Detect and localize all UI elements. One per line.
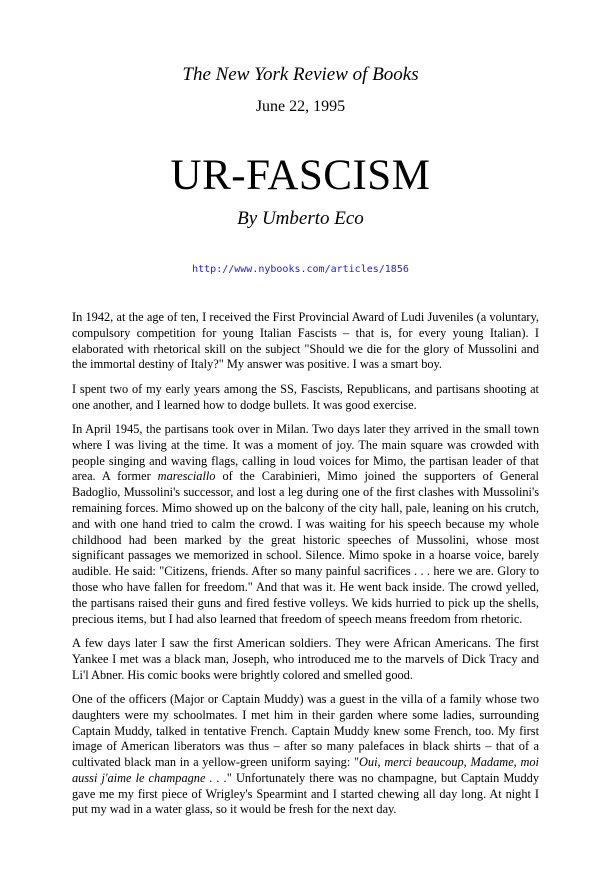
paragraph-5-text-c: " Unfortunately there was no champagne, but Captain Muddy gave me my first piece of Wrigley's Spearmint and I started chewing all day long. At night I put my wad in a water glass, so it would be fresh for the next day. [72, 770, 539, 817]
paragraph-4: A few days later I saw the first American soldiers. They were African Americans. The first Yankee I met was a black man, Joseph, who introduced me to the marvels of Dick Tracy and Li'l Abner. His comic books were brightly colored and smelled good. [72, 635, 539, 682]
journal-name: The New York Review of Books [182, 64, 419, 85]
paragraph-3-text-a: In April 1945, the partisans took over in Milan. Two days later they arrived in the small town where I was living at the time. It was a moment of joy. The main square was crowded with people singing and waving flags, calling in loud voices for Mimo, the partisan leader of that area. A former [72, 421, 539, 484]
paragraph-2: I spent two of my early years among the SS, Fascists, Republicans, and partisans shooting at one another, and I learned how to dodge bullets. It was good exercise. [72, 381, 539, 412]
paragraph-5-text-a: One of the officers (Major or Captain Muddy) was a guest in the villa of a family whose two daughters were my schoolmates. I met him in their garden where some ladies, surrounding Captain Muddy, talked in tentative French. Captain Muddy knew some French, too. My first image of American liberators was thus – after so many palefaces in black shirts – that of a cultivated black man in a yellow-green uniform saying: " [72, 691, 539, 770]
author-byline: By Umberto Eco [237, 208, 364, 229]
paragraph-3-text-c: of the Carabinieri, Mimo joined the supporters of General Badoglio, Mussolini's successor, and lost a leg during one of the first clashes with Mussolini's remaining forces. Mimo showed up on the balcony of the city hall, pale, leaning on his crutch, and with one hand tried to calm the crowd. I was waiting for his speech because my whole childhood had been marked by the great historic speeches of Mussolini, whose most significant passages we memorized in school. Silence. Mimo spoke in a hoarse voice, barely audible. He said: "Citizens, friends. After so many painful sacrifices . . . here we are. Glory to those who have fallen for freedom." And that was it. He went back inside. The crowd yelled, the partisans raised their guns and fired festive volleys. We kids hurried to pick up the shells, precious items, but I had also learned that freedom of speech means freedom from rhetoric. [72, 469, 539, 626]
article-body [72, 310, 539, 827]
article-url-link[interactable]: http://www.nybooks.com/articles/1856 [192, 264, 409, 275]
article-title: UR-FASCISM [170, 152, 431, 199]
french-quote: Oui, merci beaucoup, Madame, moi aussi j'aime le champagne . . . [72, 755, 539, 785]
paragraph-1: In 1942, at the age of ten, I received the First Provincial Award of Ludi Juveniles (a voluntary, compulsory competition for young Italian Fascists – that is, for every young Italian). I elaborated with rhetorical skill on the subject "Should we die for the glory of Mussolini and the immortal destiny of Italy?" My answer was positive. I was a smart boy. [72, 310, 539, 372]
maresciallo-term: maresciallo [157, 469, 216, 484]
publication-date: June 22, 1995 [255, 98, 346, 115]
paragraph-5 [72, 692, 539, 818]
paragraph-3 [72, 422, 539, 627]
